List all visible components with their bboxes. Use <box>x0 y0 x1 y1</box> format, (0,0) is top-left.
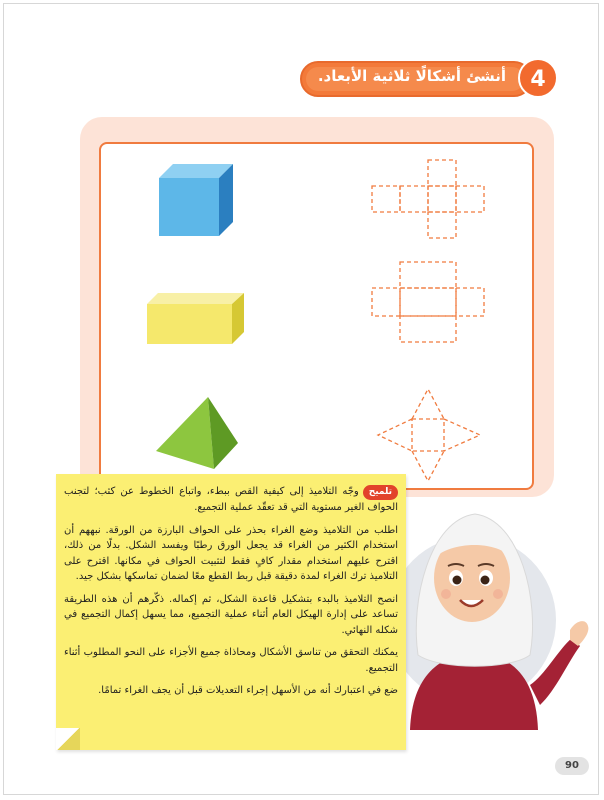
task-number: 4 <box>518 58 558 98</box>
tip-page-fold <box>56 728 80 750</box>
tip-paragraph: وجّه التلاميذ إلى كيفية القص ببطء، واتباع الخطوط عن كثب؛ لتجنب الحواف الغير مستوية التي قد تعقّد عملية التجميع. <box>64 486 398 513</box>
tip-paragraph: يمكنك التحقق من تناسق الأشكال ومحاذاة جميع الأجزاء على النحو المطلوب أثناء التجميع. <box>64 647 398 674</box>
tip-badge: تلميح <box>363 485 398 500</box>
rectangular-prism-icon <box>144 290 248 346</box>
teacher-character-illustration <box>380 480 596 740</box>
tip-text <box>64 484 398 706</box>
tip-paragraph: اطلب من التلاميذ وضع الغراء بحذر على الحواف البارزة من الورقة. نبههم أن استخدام الكثير من الغراء قد يجعل الورق رطبًا ويفسد الشكل. بدلًا من ذلك، اقترح عليهم استخدام مقدار كافٍ فقط لتثبيت الحواف في مكانها. اقترح على التلاميذ ترك الغراء لمدة دقيقة قبل ربط القطع معًا لضمان تماسكها بشكل جيد. <box>64 524 398 582</box>
page-number: 90 <box>555 757 589 775</box>
square-pyramid-net <box>374 385 484 485</box>
rectangular-prism-net <box>370 260 486 344</box>
task-header <box>300 58 558 100</box>
tip-paragraph: انصح التلاميذ بالبدء بتشكيل قاعدة الشكل، ثم إكماله. ذكّرهم أن هذه الطريقة تساعد على إدارة الهيكل العام أثناء عملية التجميع، مما يسهل إكمال التجميع في شكله النهائي. <box>64 593 398 636</box>
task-title: أنشئ أشكالًا ثلاثية الأبعاد. <box>317 67 506 85</box>
cube-icon <box>155 160 237 238</box>
cube-net <box>370 158 486 240</box>
tip-paragraph: ضع في اعتبارك أنه من الأسهل إجراء التعديلات قبل أن يجف الغراء تمامًا. <box>98 685 398 696</box>
tip-note <box>56 474 406 750</box>
square-pyramid-icon <box>152 395 242 475</box>
